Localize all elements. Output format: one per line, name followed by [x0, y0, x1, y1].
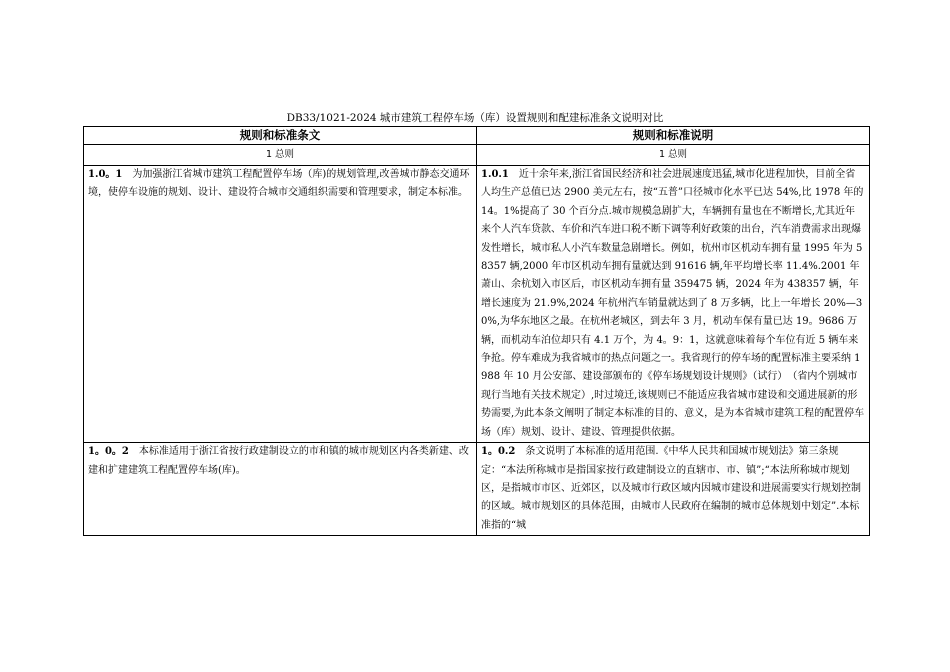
header-explanations: 规则和标准说明 [477, 127, 870, 145]
explanation-cell [477, 443, 870, 536]
table-header-row [84, 127, 870, 145]
header-clauses: 规则和标准条文 [84, 127, 477, 145]
clause-number: 1。0。2 [88, 446, 129, 458]
clause-cell [84, 166, 477, 443]
clause-text: 本标准适用于浙江省按行政建制设立的市和镇的城市规划区内各类新建、改建和扩建建筑工程配置停车场(库)。 [88, 446, 469, 476]
explanation-number: 1.0.1 [481, 169, 509, 180]
clause-number: 1.0。1 [88, 169, 123, 180]
section-title-left: 1 总则 [84, 145, 477, 166]
explanation-text: 近十余年来,浙江省国民经济和社会进展速度迅猛,城市化进程加快，目前全省人均生产总值已达 2900 美元左右，按“五普”口径城市化水平已达 54%,比 1978 年的 14。1%提高了 30 个百分点.城市规模急剧扩大，车辆拥有量也在不断增长,尤其近年来个人汽车贷款、车价和汽车进口税不断下调等利好政策的出台，汽车消费需求出现爆发性增长，城市私人小汽车数量急剧增长。例如，杭州市区机动车拥有量 1995 年为 58357 辆,2000 年市区机动车拥有量就达到 91616 辆,年平均增长率 11.4%.2001 年萧山、余杭划入市区后，市区机动车拥有量 359475 辆，2024 年为 438357 辆，年增长速度为 21.9%,2024 年杭州汽车销量就达到了 8 万多辆，比上一年增长 20%—30%,为华东地区之最。在杭州老城区，到去年 3 月，机动车保有量已达 19。9686 万辆，而机动车泊位却只有 4.1 万个，为 4。9：1，这就意味着每个车位有近 5 辆车来争抢。停车难成为我省城市的热点问题之一。我省现行的停车场的配置标准主要采纳 1988 年 10 月公安部、建设部颁布的《停车场规划设计规则》（试行） （省内个别城市现行当地有关技术规定）,时过境迁,该规则已不能适应我省城市建设和交通进展新的形势需要,为此本条文阐明了制定本标准的目的、意义，是为本省城市建筑工程的配置停车场（库）规划、设计、建设、管理提供依据。 [481, 169, 865, 438]
clause-text: 为加强浙江省城市建筑工程配置停车场（库)的规划管理,改善城市静态交通环境，使停车设施的规划、设计、建设符合城市交通组织需要和管理要求，制定本标准。 [88, 169, 470, 199]
table-row [84, 166, 870, 443]
section-title-right: 1 总则 [477, 145, 870, 166]
explanation-number: 1。0.2 [481, 446, 516, 458]
explanation-text: 条文说明了本标准的适用范围.《中华人民共和国城市规划法》第三条规定：“本法所称城市是指国家按行政建制设立的直辖市、市、镇”;“本法所称城市规划区，是指城市市区、近郊区，以及城市行政区域内因城市建设和进展需要实行规划控制的区域。城市规划区的具体范围，由城市人民政府在编制的城市总体规划中划定”.本标准指的“城 [481, 446, 861, 531]
explanation-cell [477, 166, 870, 443]
document-title: DB33/1021-2024 城市建筑工程停车场（库）设置规则和配建标准条文说明对比 [286, 112, 664, 124]
section-row [84, 145, 870, 166]
table-row [84, 443, 870, 536]
clause-cell [84, 443, 477, 536]
comparison-table [83, 126, 870, 536]
